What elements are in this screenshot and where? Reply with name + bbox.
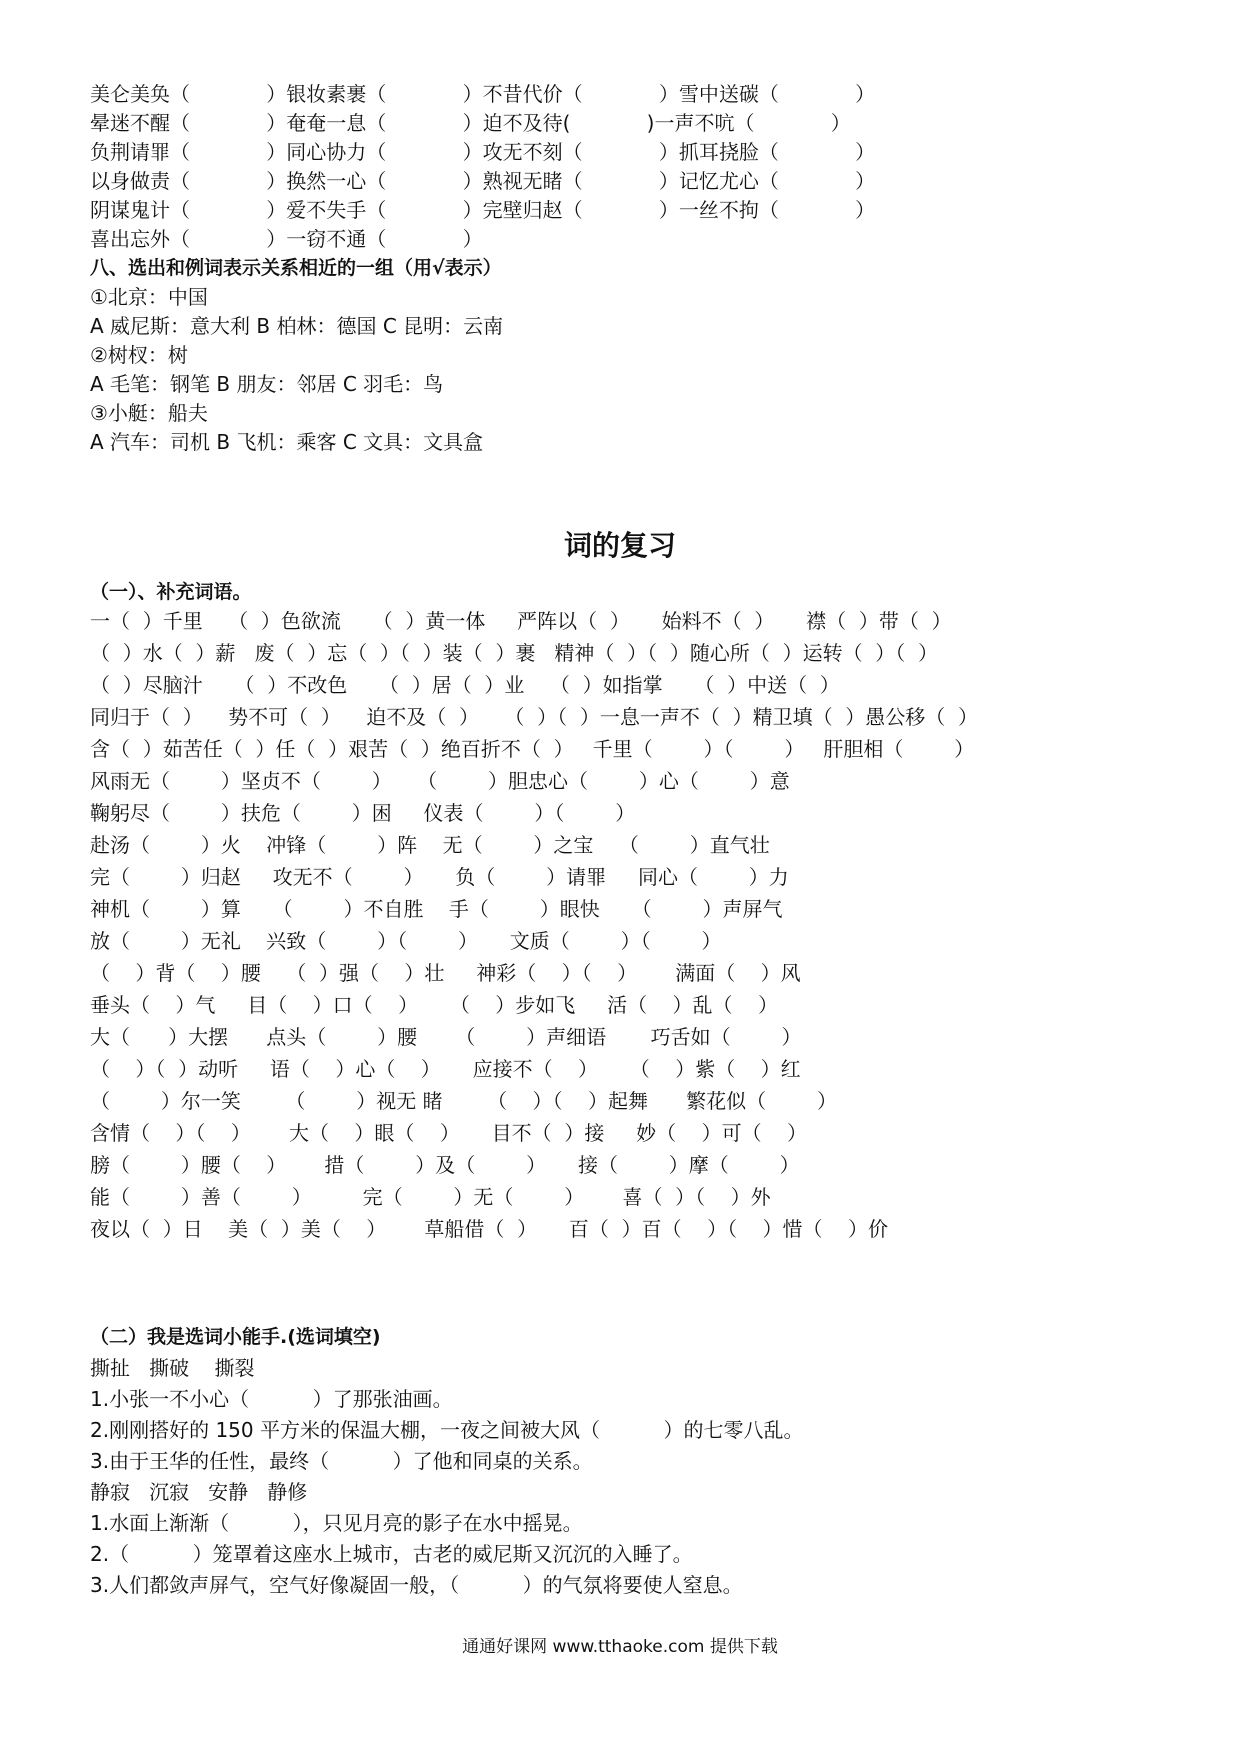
relation-example: ②树杈：树 [90, 343, 188, 367]
fill-in-line: （ ）（ ）动听 语（ ）心（ ） 应接不（ ） （ ）紫（ ）红 [90, 1057, 801, 1081]
fill-in-line: 大（ ）大摆 点头（ ）腰 （ ）声细语 巧舌如（ ） [90, 1025, 802, 1049]
idiom-correction-line: 以身做责（ ）换然一心（ ）熟视无睹（ ）记忆尤心（ ） [90, 169, 876, 193]
fill-in-line: 含情（ ）（ ） 大（ ）眼（ ） 目不（ ）接 妙（ ）可（ ） [90, 1121, 808, 1145]
part-1-heading: （一）、补充词语。 [90, 581, 252, 603]
relation-options: A 毛笔：钢笔 B 朋友：邻居 C 羽毛：鸟 [90, 372, 444, 396]
fill-in-line: 放（ ）无礼 兴致（ ）（ ） 文质（ ）（ ） [90, 929, 722, 953]
fill-in-line: 能（ ）善（ ） 完（ ）无（ ） 喜（ ）（ ）外 [90, 1185, 771, 1209]
sentence-item: 2.（ ）笼罩着这座水上城市，古老的威尼斯又沉沉的入睡了。 [90, 1542, 693, 1566]
word-choices: 静寂 沉寂 安静 静修 [90, 1480, 308, 1504]
idiom-correction-line: 晕迷不醒（ ）奄奄一息（ ）迫不及待( )一声不吭（ ） [90, 111, 851, 135]
sentence-item: 1.小张一不小心（ ）了那张油画。 [90, 1387, 453, 1411]
relation-example: ①北京：中国 [90, 285, 208, 309]
idiom-correction-line: 喜出忘外（ ）一窃不通（ ） [90, 227, 483, 251]
fill-in-line: 膀（ ）腰（ ） 措（ ）及（ ） 接（ ）摩（ ） [90, 1153, 800, 1177]
fill-in-line: 含（ ）茹苦任（ ）任（ ）艰苦（ ）绝百折不（ ） 千里（ ）（ ） 肝胆相（ ） [90, 737, 975, 761]
fill-in-line: 垂头（ ）气 目（ ）口（ ） （ ）步如飞 活（ ）乱（ ） [90, 993, 778, 1017]
relation-options: A 汽车：司机 B 飞机：乘客 C 文具：文具盒 [90, 430, 484, 454]
fill-in-line: （ ）水（ ）薪 废（ ）忘（ ）（ ）装（ ）裹 精神（ ）（ ）随心所（ ）运转（ ）（ ） [90, 641, 939, 665]
fill-in-line: 风雨无（ ）坚贞不（ ） （ ）胆忠心（ ）心（ ）意 [90, 769, 790, 793]
fill-in-line: （ ）尔一笑 （ ）视无 睹 （ ）（ ）起舞 繁花似（ ） [90, 1089, 837, 1113]
footer-credit: 通通好课网 www.tthaoke.com 提供下载 [462, 1637, 778, 1657]
fill-in-line: 同归于（ ） 势不可（ ） 迫不及（ ） （ ）（ ）一息一声不（ ）精卫填（ ）愚公移（ ） [90, 705, 979, 729]
word-choices: 撕扯 撕破 撕裂 [90, 1356, 255, 1380]
fill-in-line: 鞠躬尽（ ）扶危（ ）困 仪表（ ）（ ） [90, 801, 636, 825]
fill-in-line: 赴汤（ ）火 冲锋（ ）阵 无（ ）之宝 （ ）直气壮 [90, 833, 770, 857]
fill-in-line: 夜以（ ）日 美（ ）美（ ） 草船借（ ） 百（ ）百（ ）（ ）惜（ ）价 [90, 1217, 888, 1241]
sentence-item: 2.刚刚搭好的 150 平方米的保温大棚，一夜之间被大风（ ）的七零八乱。 [90, 1418, 804, 1442]
fill-in-line: 神机（ ）算 （ ）不自胜 手（ ）眼快 （ ）声屏气 [90, 897, 783, 921]
idiom-correction-line: 美仑美奂（ ）银妆素裹（ ）不昔代价（ ）雪中送碳（ ） [90, 82, 876, 106]
part-2-heading: （二）我是选词小能手.(选词填空) [90, 1326, 381, 1348]
idiom-correction-line: 负荆请罪（ ）同心协力（ ）攻无不刻（ ）抓耳挠脸（ ） [90, 140, 876, 164]
section-8-heading: 八、选出和例词表示关系相近的一组（用√表示） [90, 257, 502, 279]
sentence-item: 3.由于王华的任性，最终（ ）了他和同桌的关系。 [90, 1449, 593, 1473]
relation-options: A 威尼斯：意大利 B 柏林：德国 C 昆明：云南 [90, 314, 504, 338]
fill-in-line: （ ）尽脑汁 （ ）不改色 （ ）居（ ）业 （ ）如指掌 （ ）中送（ ） [90, 673, 840, 697]
sentence-item: 3.人们都敛声屏气，空气好像凝固一般，（ ）的气氛将要使人窒息。 [90, 1573, 743, 1597]
fill-in-line: 一（ ）千里 （ ）色欲流 （ ）黄一体 严阵以（ ） 始料不（ ） 襟（ ）带（ ） [90, 609, 952, 633]
fill-in-line: 完（ ）归赵 攻无不（ ） 负（ ）请罪 同心（ ）力 [90, 865, 789, 889]
idiom-correction-line: 阴谋鬼计（ ）爱不失手（ ）完壁归赵（ ）一丝不拘（ ） [90, 198, 876, 222]
page-title: 词的复习 [563, 529, 676, 562]
fill-in-line: （ ）背（ ）腰 （ ）强（ ）壮 神彩（ ）（ ） 满面（ ）风 [90, 961, 801, 985]
sentence-item: 1.水面上渐渐（ ），只见月亮的影子在水中摇晃。 [90, 1511, 583, 1535]
relation-example: ③小艇：船夫 [90, 401, 208, 425]
